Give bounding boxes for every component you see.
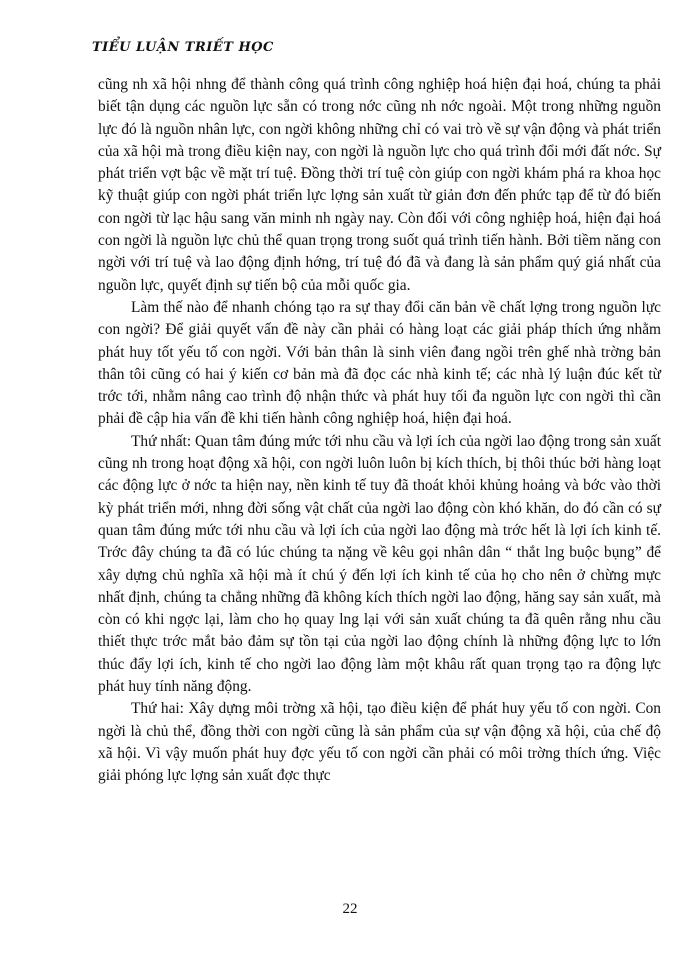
paragraph: Thứ nhất: Quan tâm đúng mức tới nhu cầu và lợi ích của ngời lao động trong sản xuất cũng nh trong hoạt động xã hội, con ngời luôn luôn bị kích thích, bị thôi thúc bởi hàng loạt các động lực ở nớc ta hiện nay, nền kinh tế tuy đã thoát khỏi khủng hoảng và bớc vào thời kỳ phát triển mới, nhng đời sống vật chất của ngời lao động còn khó khăn, do đó cần có sự quan tâm đúng mức tới nhu cầu và lợi ích của ngời lao động mà trớc hết là lợi ích kinh tế. Trớc đây chúng ta đã có lúc chúng ta nặng về kêu gọi nhân dân “ thắt lng buộc bụng” để xây dựng chủ nghĩa xã hội mà ít chú ý đến lợi ích kinh tế của họ cho nên ở chừng mực nhất định, chúng ta chẳng những đã không kích thích ngời lao động, hăng say sản xuất, mà còn có khi ngợc lại, làm cho họ quay lng lại với sản xuất chúng ta đã quên rằng nhu cầu thiết thực trớc mắt bảo đảm sự tồn tại của ngời lao động chính là những động lực to lớn thúc đẩy lợi ích, kinh tế cho ngời lao động làm một khâu rất quan trọng tạo ra động lực phát huy tính năng động. (98, 432, 661, 696)
paragraph: Thứ hai: Xây dựng môi trờng xã hội, tạo điều kiện để phát huy yếu tố con ngời. Con ngời là chủ thể, đồng thời con ngời cũng là sản phẩm của sự vận động xã hội, của chế độ xã hội. Vì vậy muốn phát huy đợc yếu tố con ngời cần phải có môi trờng thích ứng. Việc giải phóng lực lợng sản xuất đợc thực (98, 700, 661, 785)
paragraph-continued: cũng nh xã hội nhng để thành công quá trình công nghiệp hoá hiện đại hoá, chúng ta phải biết tận dụng các nguồn lực sẵn có trong nớc cũng nh nớc ngoài. Một trong những nguồn lực đó là nguồn nhân lực, con ngời không những chỉ có vai trò về sự vận động và phát triển của xã hội mà trong điều kiện nay, con ngời là nguồn lực cho quá trình đổi mới đất nớc. Sự phát triển vợt bậc về mặt trí tuệ. Đồng thời trí tuệ còn giúp con ngời khám phá ra khoa học kỹ thuật giúp con ngời phát triển lực lợng sản xuất từ giản đơn đến phức tạp để từ đó biến con ngời từ lạc hậu sang văn minh nh ngày nay. Còn đối với công nghiệp hoá, hiện đại hoá con ngời là nguồn lực chủ thể quan trọng trong suốt quá trình tiến hành. Bởi tiềm năng con ngời với trí tuệ và lao động định hớng, trí tuệ đó đã và đang là sản phẩm quý giá nhất của nguồn lực, quyết định sự tiến bộ của mỗi quốc gia. (98, 76, 661, 294)
running-header: TIỂU LUẬN TRIẾT HỌC (92, 40, 274, 55)
page-number: 22 (342, 901, 358, 917)
body-text (98, 74, 661, 788)
paragraph: Làm thế nào để nhanh chóng tạo ra sự thay đổi căn bản về chất lợng trong nguồn lực con ngời? Để giải quyết vấn đề này cần phải có hàng loạt các giải pháp thích ứng nhằm phát huy tốt yếu tố con ngời. Với bản thân là sinh viên đang ngồi trên ghế nhà trờng bản thân tôi cũng có hai ý kiến cơ bản mà đã đọc các nhà kinh tế; các nhà lý luận đúc kết từ trớc tới, nhằm nâng cao trình độ nhận thức và phát huy tối đa nguồn lực con ngời thì cần phải đề cập hia vấn đề khi tiến hành công nghiệp hoá, hiện đại hoá. (98, 298, 661, 428)
